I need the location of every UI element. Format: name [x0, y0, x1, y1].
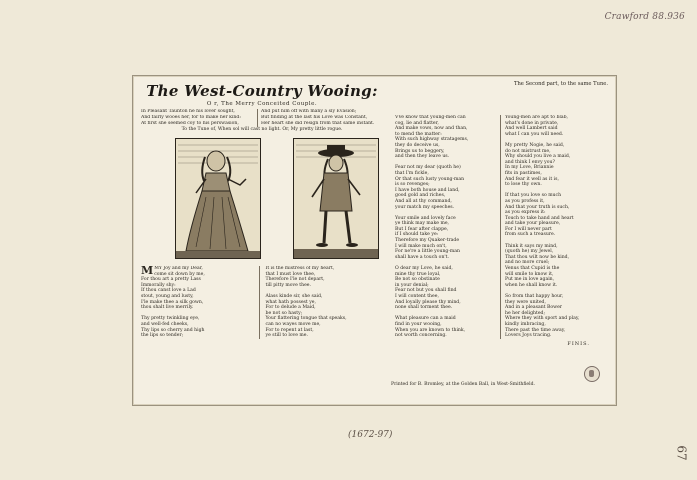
verse-line: My pretty Nogie, he said,	[505, 142, 565, 148]
verse-line: I will content thee,	[395, 294, 439, 299]
verse-line: For to repent at last,	[265, 327, 314, 333]
woman-figure-illustration	[176, 139, 260, 258]
verse-line: And in a pleasant Bower	[505, 305, 562, 311]
verse-line: as you profess it,	[505, 198, 545, 204]
verse-line: Think it says my mind,	[505, 243, 558, 249]
verse-line: ye still to love me.	[265, 333, 308, 339]
woodcut-man-image	[293, 138, 379, 259]
verse-line: Venus that Cupid is the	[505, 266, 560, 272]
verse-column-1	[141, 266, 259, 339]
woodcut-woman-image	[175, 138, 261, 259]
man-figure-illustration	[294, 139, 378, 258]
verse-line: can no wayes move me,	[265, 321, 321, 327]
verse-line: If thou canst love a Lad	[141, 288, 196, 294]
verse-line: And that your truth is such,	[505, 204, 570, 210]
date-annotation: (1672-97)	[348, 430, 393, 440]
verse-line: Alass kinde sir, she said,	[265, 293, 323, 299]
verse-line: that I must love thee,	[265, 271, 316, 277]
verse-line: and take your pleasure,	[505, 221, 561, 227]
left-column	[141, 80, 383, 400]
intro-line: But finding at the last his Love was Constant,	[257, 115, 383, 121]
verse-line: if I should take ye:	[395, 232, 439, 238]
verse-column-4	[500, 115, 610, 339]
verse-line: and then they leave us.	[395, 154, 450, 160]
verse-line: find in your wooing,	[395, 321, 442, 327]
verse-line: (quoth he) my Jewel,	[505, 249, 554, 255]
verse-line: Brings us to beggery,	[395, 148, 445, 154]
verse-line: your match my speeches.	[395, 204, 455, 210]
verse-line: When you are known to think,	[395, 327, 466, 333]
verse-line: and think I envy you?	[505, 159, 555, 165]
verse-line: they do deceive us,	[395, 142, 440, 148]
finis-mark: FINIS.	[567, 340, 590, 347]
verse-line: Or that such lusty young-man	[395, 176, 465, 182]
verse-line: For to delude a Maid,	[265, 305, 316, 311]
verse-line: he her delighted;	[505, 310, 546, 316]
verse-line: is so revenges;	[395, 182, 430, 188]
verse-line: I'le make thee a silk gown,	[141, 299, 204, 305]
verse-line: to mend the matter:	[395, 131, 442, 137]
broadside-sheet	[132, 75, 617, 406]
verse-line: And loyally please thy mind,	[395, 299, 461, 305]
verse-line: they were united,	[505, 299, 546, 305]
verse-line: to lose thy own.	[505, 182, 542, 188]
verse-line: Fear not my dear (quoth he)	[395, 165, 461, 171]
verse-line: Your flattering tongue that speaks,	[265, 316, 347, 322]
verse-line: that I'm fickle,	[395, 170, 429, 176]
drop-cap: M	[141, 266, 154, 277]
verse-line: stout, young and lusty,	[141, 293, 194, 299]
verse-line: the lips so tender;	[141, 333, 184, 339]
verse-line: Therefore I'le not depart,	[265, 277, 325, 283]
verse-line: I have both house and land,	[395, 187, 460, 193]
verse-line: VVe know that young-men can	[395, 115, 466, 120]
verse-line: do not mistrust me,	[505, 148, 551, 154]
verse-line: from such a treasure.	[505, 232, 556, 238]
verse-line: If that you love so much	[505, 193, 562, 199]
intro-verse	[141, 109, 383, 127]
verse-line: Where they with sport and play,	[505, 316, 580, 322]
verse-line: That thou wilt now be kind,	[505, 254, 570, 260]
intro-line: And fairly wooes her, for to make her kind:	[141, 115, 241, 120]
verse-column-2	[259, 266, 384, 339]
library-stamp	[584, 366, 600, 382]
intro-line: At first she seemed coy to his perswasion,	[141, 121, 239, 126]
second-part-heading: The Second part, to the same Tune.	[513, 81, 608, 87]
verse-line: It is the mistress of my heart,	[265, 266, 335, 271]
verse-line: not worth concerning.	[395, 333, 447, 339]
verse-line: none shall torment thee.	[395, 305, 453, 311]
verse-line: thou shalt live merrily.	[141, 305, 194, 311]
left-verses	[141, 266, 383, 339]
verse-line: and no more cruel;	[505, 260, 550, 266]
verse-line: But I fear after clappe,	[395, 226, 449, 232]
page-number: 67	[674, 445, 689, 461]
verse-line: as you express it:	[505, 210, 546, 216]
verse-line: O dear my Love, he said,	[395, 266, 453, 272]
verse-line: There past the time away,	[505, 327, 566, 333]
verse-line: in your denial;	[395, 282, 429, 288]
woodcut-pair	[141, 138, 383, 258]
verse-line: cog, lie and flatter,	[395, 120, 439, 126]
verse-line: what's done in private,	[505, 120, 559, 126]
verse-line: come sit down by me,	[154, 271, 205, 277]
verse-line: and well-fed cheeks,	[141, 321, 189, 327]
verse-line: I will make much on't,	[395, 243, 447, 249]
verse-line: For I will never part	[505, 226, 552, 232]
verse-line: For ne're a little young-man	[395, 249, 460, 255]
verse-line: And well Lambert said	[505, 126, 558, 132]
verse-line: Lovers Joys tracing.	[505, 333, 552, 339]
tune-line: To the Tune of, When sol will cast no light. Or, My pretty little rogue.	[181, 127, 343, 132]
ballad-title: The West-Country Wooing:	[146, 82, 378, 100]
verse-line: With such highway stratagems,	[395, 137, 469, 143]
verse-line: good gold and riches,	[395, 193, 446, 199]
verse-line: till pitty move thee.	[265, 282, 311, 288]
intro-line: In Pleasant Taunton he his lover sought,	[141, 109, 235, 114]
verse-line: And make vows, now and than,	[395, 126, 468, 132]
verse-line: Thy pretty twinkling eye,	[141, 316, 200, 322]
right-verses	[395, 115, 610, 339]
verse-line: What pleasure can a maid	[395, 316, 456, 322]
verse-line: will smile to know it,	[505, 271, 554, 277]
verse-line: Be not so obstinate	[395, 277, 440, 283]
verse-line: Why should you live a maid,	[505, 154, 571, 160]
verse-line: Your smile and lovely face	[395, 215, 456, 221]
verse-line: MMY Joy and my Dear,	[141, 266, 203, 277]
verse-line: So from that happy hour,	[505, 294, 564, 299]
intro-line: Her heart she did resign from that same instant.	[257, 121, 383, 127]
verse-line: fits in pastimes,	[505, 170, 542, 176]
verse-line: Fear not but you shall find	[395, 288, 457, 294]
verse-line: Thy lips so cherry and high	[141, 327, 205, 333]
verse-line: Put me in love again,	[505, 277, 555, 283]
verse-line: shall have a touch on't.	[395, 254, 449, 260]
ballad-subtitle: O r, The Merry Conceited Couple.	[206, 101, 318, 107]
verse-line: kindly imbracing,	[505, 321, 546, 327]
verse-line: Immorally shy:	[141, 282, 176, 288]
imprint-line: Printed for B. Bromley, at the Golden Ball, in West-Smithfield.	[391, 382, 536, 387]
verse-line: For thou art a pretty Lass	[141, 277, 201, 283]
right-column	[391, 80, 610, 400]
verse-line: And fear it well as it is,	[505, 176, 559, 182]
verse-line: what hath possest ye,	[265, 299, 316, 305]
verse-line: be not so hasty;	[265, 310, 303, 316]
verse-line: ye think may make me,	[395, 221, 449, 227]
verse-line: when he shall know it.	[505, 282, 558, 288]
verse-line: what I can you will need.	[505, 131, 564, 137]
verse-line: mine thy true loyal,	[395, 271, 441, 277]
shelfmark-annotation: Crawford 88.936	[604, 12, 685, 22]
intro-line: And put him off with many a sly Evasion;	[257, 109, 383, 115]
verse-line: Therefore my Quaker-trade	[395, 238, 460, 244]
verse-line: Young-men are apt to blab,	[505, 115, 569, 120]
verse-line: And all at thy command,	[395, 198, 452, 204]
verse-column-3	[395, 115, 500, 339]
verse-line: Touch to take hand and heart	[505, 215, 574, 221]
verse-line: In my Love, Briannie	[505, 165, 554, 171]
